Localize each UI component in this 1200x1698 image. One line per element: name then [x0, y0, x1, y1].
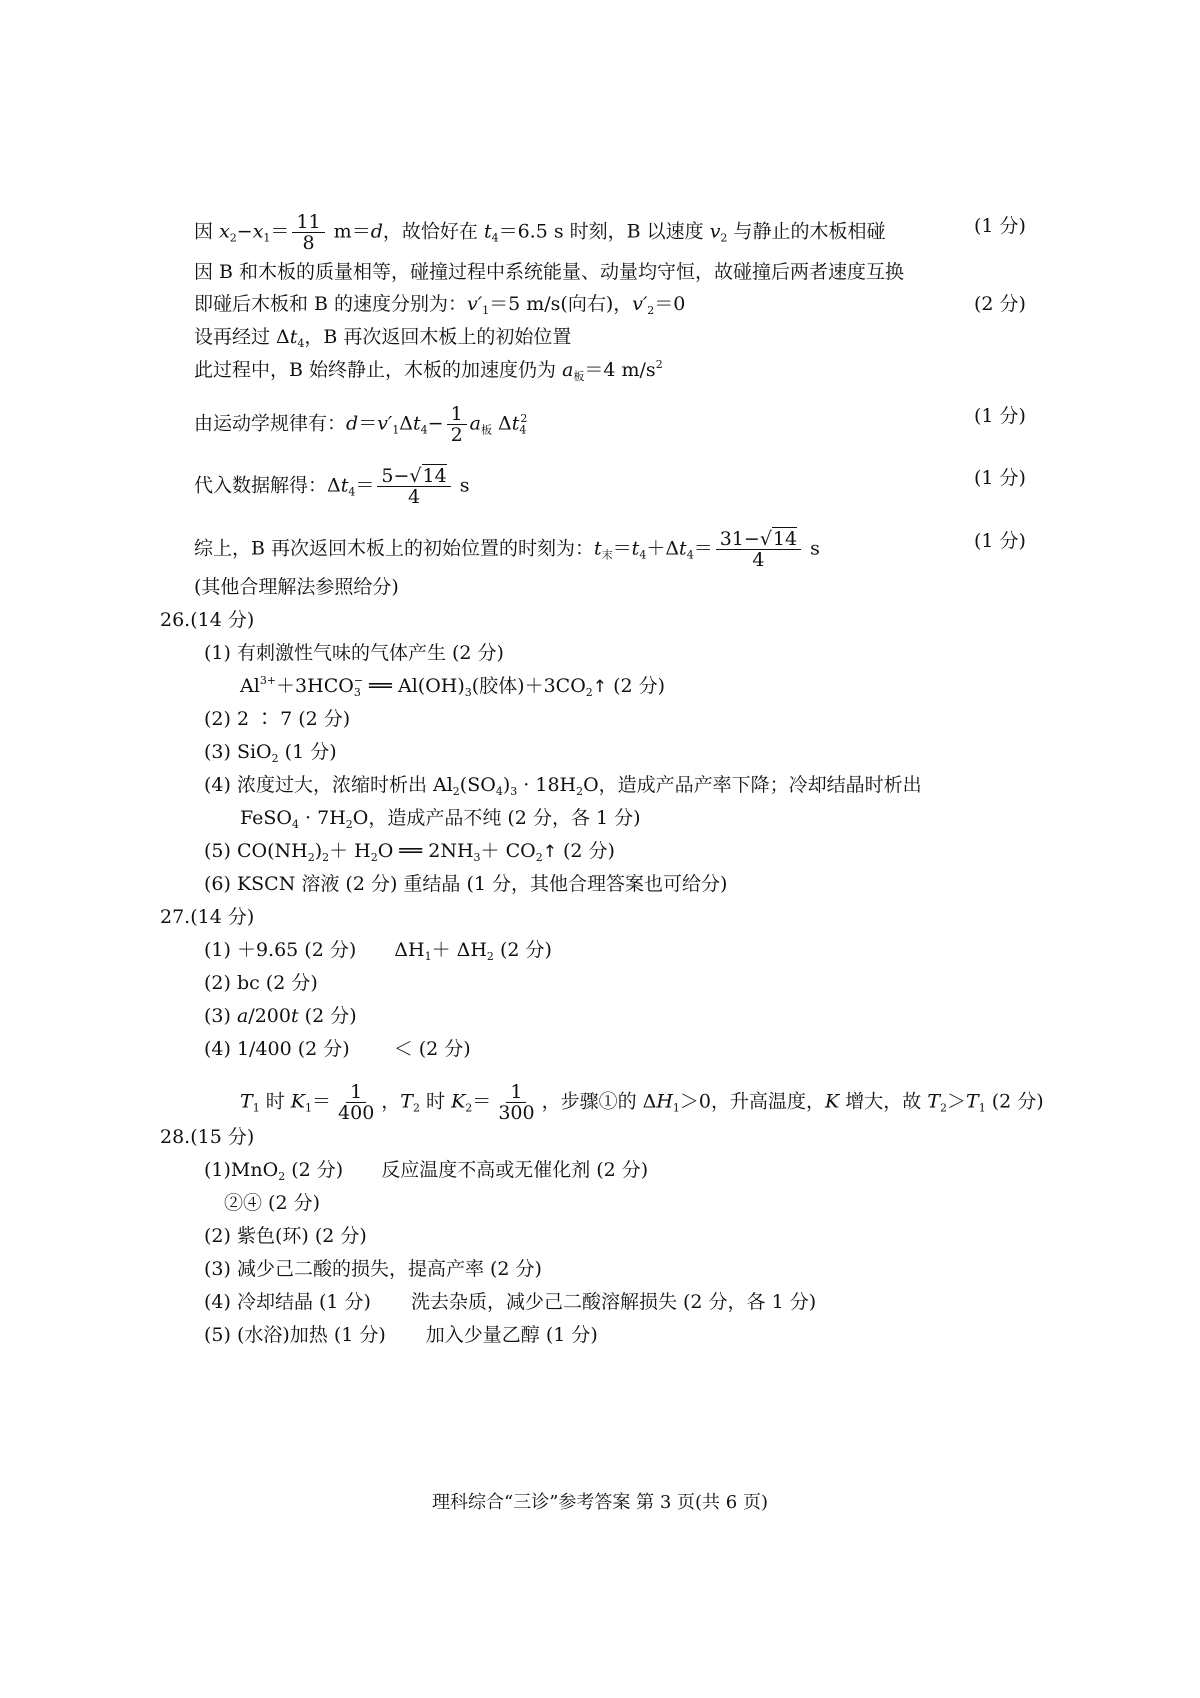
q28-answer-1-cont: ②④ (2 分): [224, 1192, 320, 1214]
q26-answer-1-equation: $Al^{3+}+3HCO_3^-$ ══ $Al(OH)_3$(胶体)$+3CO_2↑$ (2 分): [240, 674, 666, 699]
q28-heading: 28.(15 分): [160, 1126, 255, 1148]
score-mark: (1 分): [974, 467, 1026, 489]
physics-line-1: 因 $x_2-x_1=$ $\frac{11}{8}$ m＝d，故恰好在 $t_4=6.5$ s 时刻，B 以速度 $v_2$ 与静止的木板相碰: [194, 211, 886, 254]
fraction: $\frac{1}{400}$: [338, 1081, 375, 1124]
physics-line-2: 因 B 和木板的质量相等，碰撞过程中系统能量、动量均守恒，故碰撞后两者速度互换: [194, 261, 905, 283]
fraction: $\frac{1}{300}$: [498, 1081, 535, 1124]
page-footer: 理科综合“三诊”参考答案 第 3 页(共 6 页): [432, 1492, 768, 1513]
physics-line-8: 综上，B 再次返回木板上的初始位置的时刻为：$t_末=t_4+\Delta t_4=$ $\frac{31-√14}{4}$ s: [194, 528, 820, 571]
q26-answer-4: (4) 浓度过大，浓缩时析出 $Al_2(SO_4)_3 \cdot 18H_2O$，造成产品产率下降；冷却结晶时析出: [204, 774, 922, 798]
q28-answer-3: (3) 减少己二酸的损失，提高产率 (2 分): [204, 1258, 542, 1280]
physics-line-4: 设再经过 $\Delta t_4$，B 再次返回木板上的初始位置: [194, 326, 572, 350]
q26-answer-2: (2) 2 ∶ 7 (2 分): [204, 708, 351, 730]
fraction: $\frac{1}{2}$: [447, 404, 467, 445]
q26-heading: 26.(14 分): [160, 609, 255, 631]
fraction: $\frac{11}{8}$: [292, 212, 324, 253]
physics-line-6: 由运动学规律有：$d=v'_1\Delta t_4-$ $\frac{1}{2}$ $a_板$ $\Delta t_4^2$: [194, 403, 528, 446]
score-mark: (1 分): [974, 530, 1026, 552]
score-mark: (2 分): [974, 293, 1026, 315]
score-mark: (1 分): [974, 405, 1026, 427]
q26-answer-5: (5) $CO(NH_2)_2+ H_2O$ ══ $2NH_3+$ $CO_2↑$ (2 分): [204, 840, 615, 864]
q27-answer-4: (4) 1/400 (2 分) ＜ (2 分): [204, 1038, 471, 1060]
q27-heading: 27.(14 分): [160, 906, 255, 928]
q27-answer-2: (2) bc (2 分): [204, 972, 318, 994]
physics-line-9: (其他合理解法参照给分): [194, 576, 399, 598]
q27-answer-3: (3) a/200t (2 分): [204, 1005, 357, 1027]
physics-line-5: 此过程中，B 始终静止，木板的加速度仍为 $a_板=4$ $m/s^2$: [194, 358, 663, 383]
q26-answer-3: (3) SiO$_2$ (1 分): [204, 741, 337, 765]
physics-line-7: 代入数据解得：$\Delta t_4=$ $\frac{5-√14}{4}$ s: [194, 465, 470, 508]
q28-answer-5: (5) (水浴)加热 (1 分) 加入少量乙醇 (1 分): [204, 1324, 598, 1346]
q28-answer-2: (2) 紫色(环) (2 分): [204, 1225, 367, 1247]
q26-answer-6: (6) KSCN 溶液 (2 分) 重结晶 (1 分，其他合理答案也可给分): [204, 873, 728, 895]
physics-line-3: 即碰后木板和 B 的速度分别为：$v'_1=5$ m/s(向右)，$v'_2=0$: [194, 293, 686, 317]
fraction: $\frac{31-√14}{4}$: [716, 529, 801, 570]
fraction: $\frac{5-√14}{4}$: [377, 466, 450, 507]
score-mark: (1 分): [974, 215, 1026, 237]
q27-answer-1: (1) ＋9.65 (2 分) $\Delta H_1+ \Delta H_2$ (2 分): [204, 939, 552, 963]
q28-answer-4: (4) 冷却结晶 (1 分) 洗去杂质，减少己二酸溶解损失 (2 分，各 1 分): [204, 1291, 817, 1313]
q26-answer-4-cont: FeSO$_4$ · $7H_2O$，造成产品不纯 (2 分，各 1 分): [240, 807, 641, 831]
q27-answer-4-explanation: $T_1$ 时 $K_1=$ $\frac{1}{400}$ ，$T_2$ 时 $K_2=$ $\frac{1}{300}$ ，步骤①的 $\Delta H_1>0$，升高温度，K 增大，故 $T_2>T_1$ (2 分): [240, 1081, 1044, 1124]
q26-answer-1: (1) 有刺激性气味的气体产生 (2 分): [204, 642, 504, 664]
q28-answer-1: (1)MnO$_2$ (2 分) 反应温度不高或无催化剂 (2 分): [204, 1159, 649, 1183]
